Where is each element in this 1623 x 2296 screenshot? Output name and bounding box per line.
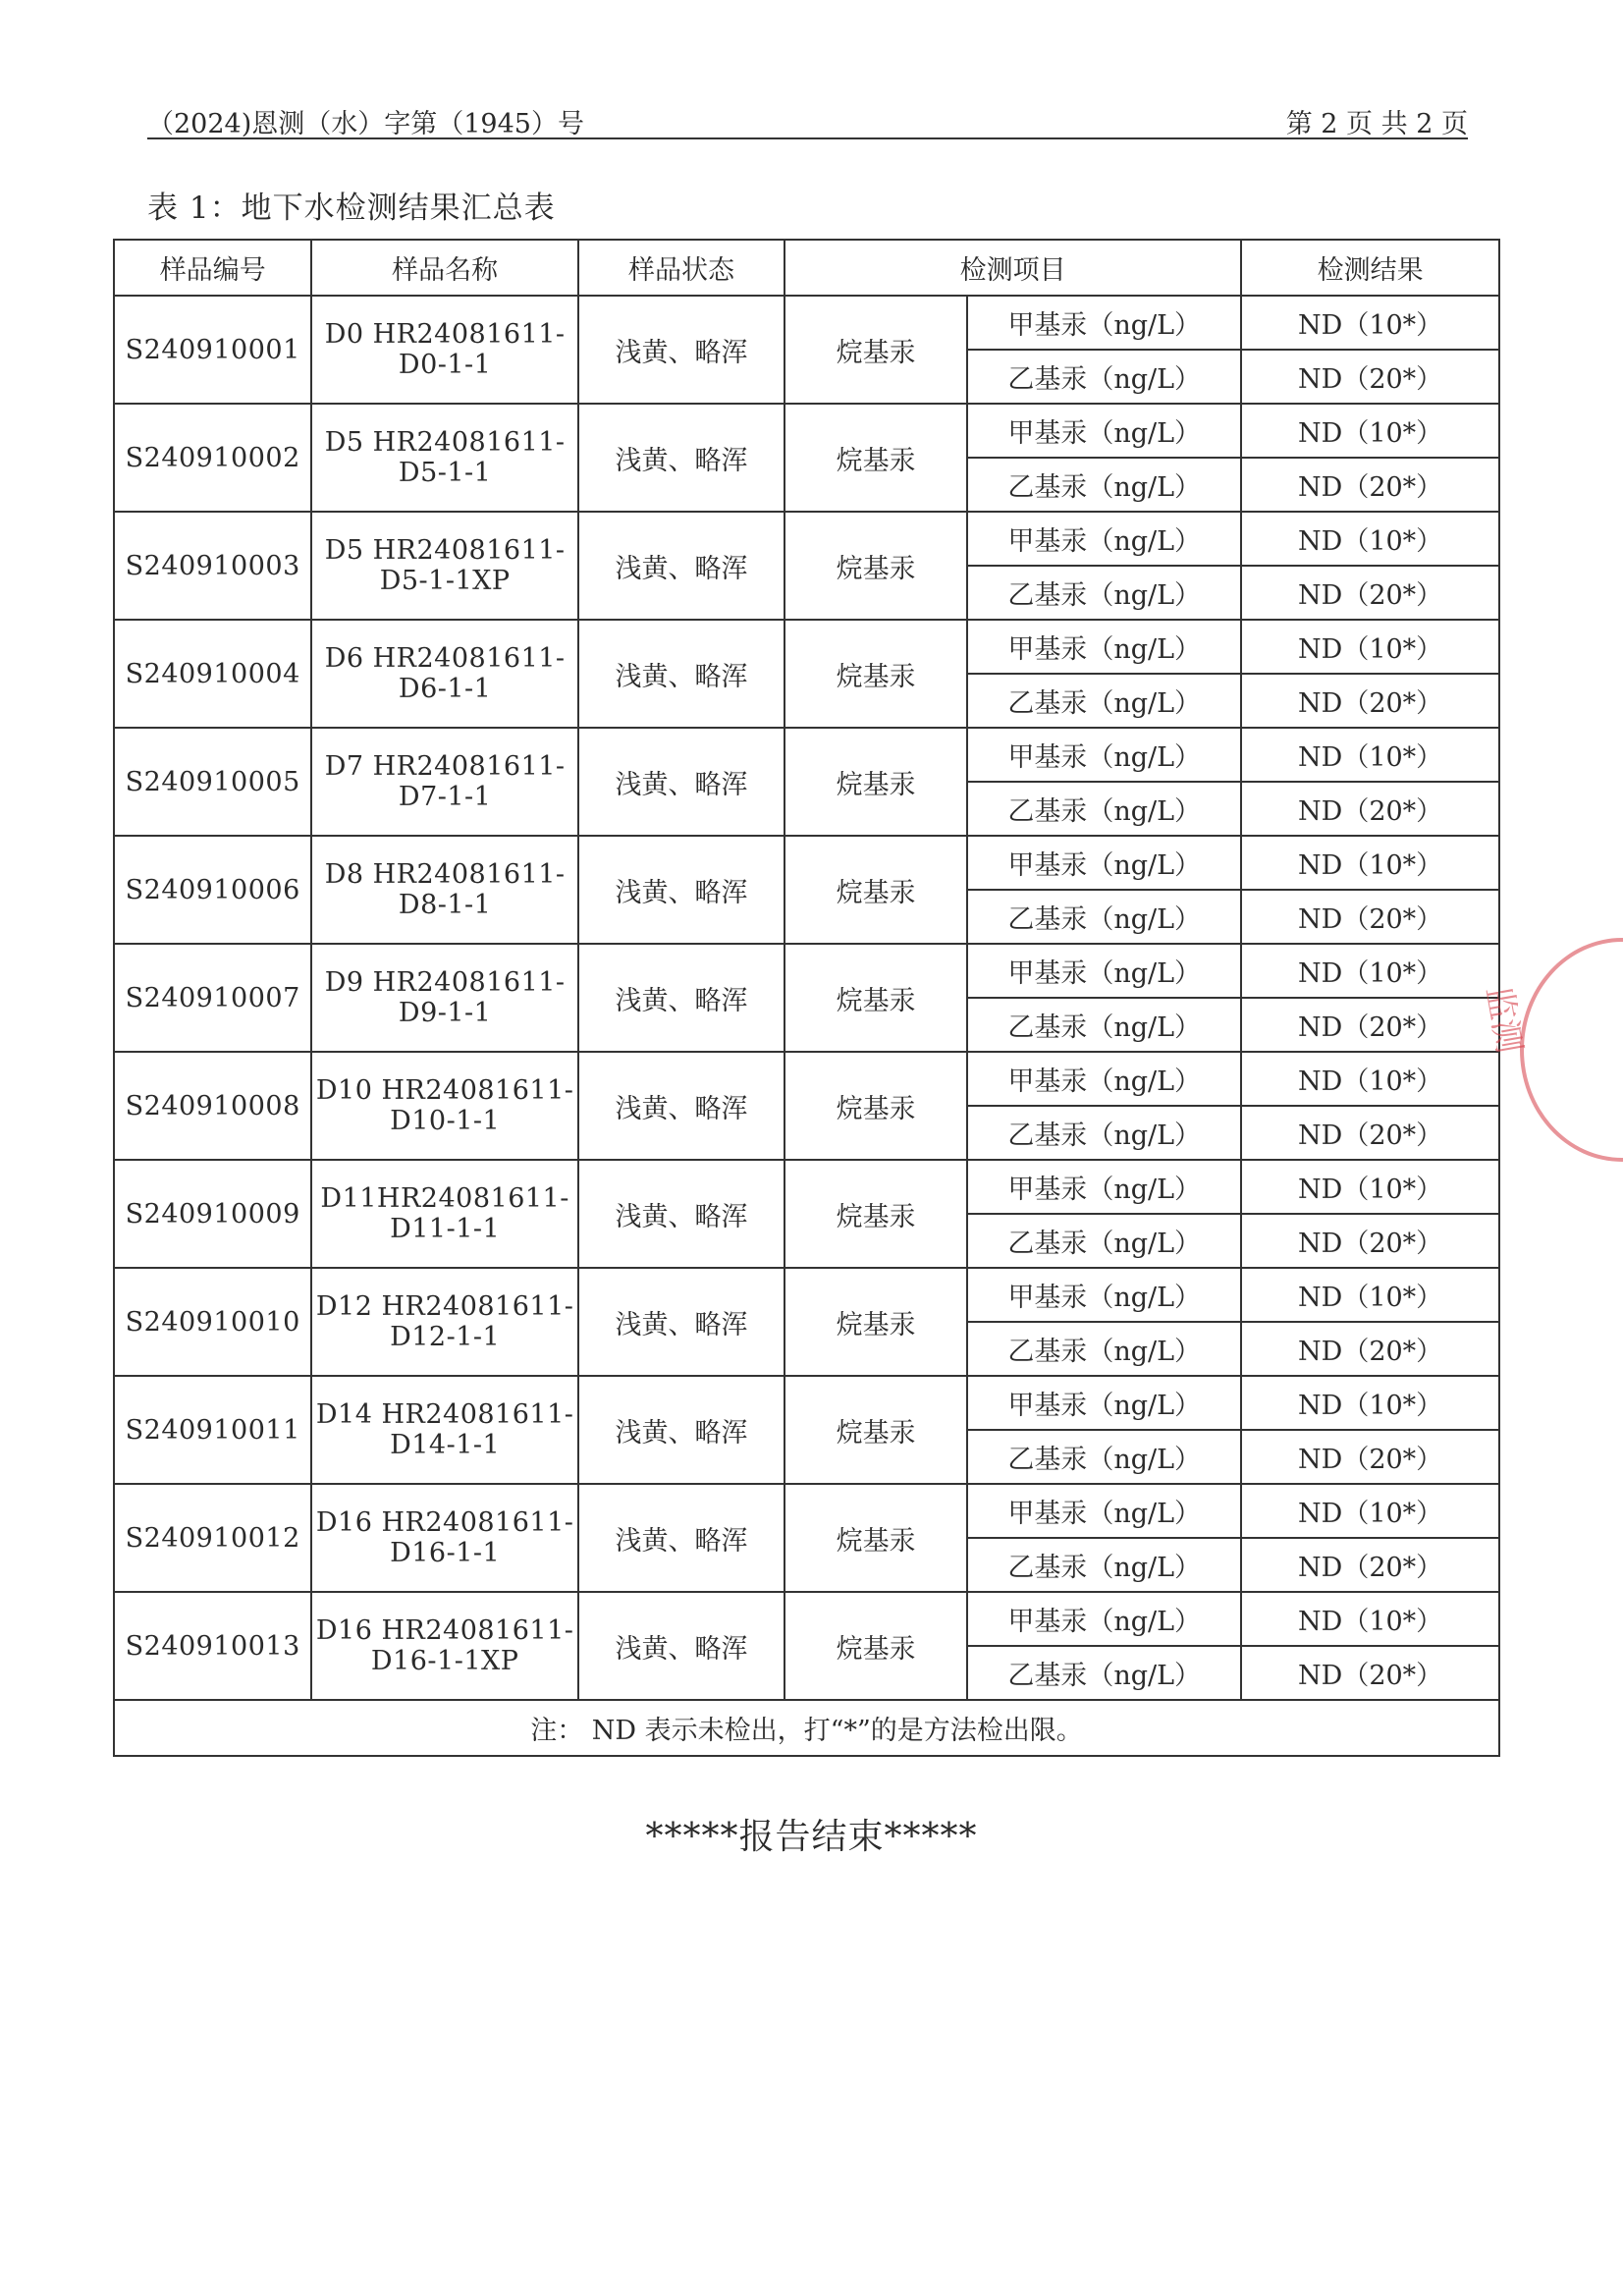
test-result-cell: ND（10*） [1241,1484,1499,1538]
test-group-cell: 烷基汞 [784,296,967,404]
sample-state-cell: 浅黄、略浑 [578,512,784,620]
test-result-cell: ND（20*） [1241,1430,1499,1484]
test-item-cell: 乙基汞（ng/L） [967,1322,1241,1376]
test-result-cell: ND（10*） [1241,836,1499,890]
test-result-cell: ND（10*） [1241,1376,1499,1430]
test-item-cell: 乙基汞（ng/L） [967,1430,1241,1484]
table-row [114,512,1499,566]
test-item-cell: 甲基汞（ng/L） [967,836,1241,890]
test-result-cell: ND（20*） [1241,1322,1499,1376]
test-result-cell: ND（20*） [1241,998,1499,1052]
results-table [113,239,1500,1757]
test-item-cell: 乙基汞（ng/L） [967,782,1241,836]
test-result-cell: ND（20*） [1241,1646,1499,1700]
sample-name-cell: D16 HR24081611-D16-1-1 [311,1484,577,1592]
test-result-cell: ND（20*） [1241,782,1499,836]
test-group-cell: 烷基汞 [784,836,967,944]
test-group-cell: 烷基汞 [784,944,967,1052]
sample-name-cell: D0 HR24081611-D0-1-1 [311,296,577,404]
sample-id-cell: S240910011 [114,1376,311,1484]
sample-name-cell: D14 HR24081611-D14-1-1 [311,1376,577,1484]
sample-id-cell: S240910003 [114,512,311,620]
test-group-cell: 烷基汞 [784,1376,967,1484]
sample-id-cell: S240910004 [114,620,311,728]
test-item-cell: 乙基汞（ng/L） [967,890,1241,944]
test-group-cell: 烷基汞 [784,1160,967,1268]
test-result-cell: ND（20*） [1241,1214,1499,1268]
test-result-cell: ND（20*） [1241,566,1499,620]
table-row [114,728,1499,782]
test-item-cell: 乙基汞（ng/L） [967,458,1241,512]
sample-state-cell: 浅黄、略浑 [578,728,784,836]
test-item-cell: 乙基汞（ng/L） [967,1214,1241,1268]
sample-state-cell: 浅黄、略浑 [578,404,784,512]
test-item-cell: 甲基汞（ng/L） [967,1592,1241,1646]
sample-state-cell: 浅黄、略浑 [578,296,784,404]
table-row [114,1160,1499,1214]
test-result-cell: ND（10*） [1241,620,1499,674]
sample-id-cell: S240910001 [114,296,311,404]
table-row [114,1592,1499,1646]
sample-name-cell: D8 HR24081611-D8-1-1 [311,836,577,944]
sample-name-cell: D5 HR24081611-D5-1-1XP [311,512,577,620]
table-note: 注： ND 表示未检出，打“*”的是方法检出限。 [114,1700,1499,1756]
header-sample-id: 样品编号 [114,240,311,296]
page-header [147,102,1468,139]
sample-name-cell: D12 HR24081611-D12-1-1 [311,1268,577,1376]
test-group-cell: 烷基汞 [784,1052,967,1160]
sample-state-cell: 浅黄、略浑 [578,836,784,944]
test-item-cell: 乙基汞（ng/L） [967,350,1241,404]
page-info: 第 2 页 共 2 页 [1285,109,1468,139]
test-result-cell: ND（10*） [1241,296,1499,350]
red-seal-stamp [1520,938,1623,1162]
test-group-cell: 烷基汞 [784,1484,967,1592]
sample-name-cell: D10 HR24081611-D10-1-1 [311,1052,577,1160]
table-row [114,296,1499,350]
table-title: 表 1：地下水检测结果汇总表 [147,191,556,226]
table-row [114,1052,1499,1106]
sample-id-cell: S240910005 [114,728,311,836]
table-header-row [114,240,1499,296]
test-group-cell: 烷基汞 [784,1268,967,1376]
test-result-cell: ND（20*） [1241,674,1499,728]
sample-id-cell: S240910006 [114,836,311,944]
sample-id-cell: S240910009 [114,1160,311,1268]
stamp-text: 监测 [1478,983,1529,1057]
note-row [114,1700,1499,1756]
sample-state-cell: 浅黄、略浑 [578,1052,784,1160]
test-result-cell: ND（20*） [1241,1538,1499,1592]
sample-id-cell: S240910012 [114,1484,311,1592]
test-group-cell: 烷基汞 [784,728,967,836]
table-row [114,404,1499,458]
test-result-cell: ND（20*） [1241,458,1499,512]
header-sample-name: 样品名称 [311,240,577,296]
table-row [114,1268,1499,1322]
test-result-cell: ND（20*） [1241,1106,1499,1160]
sample-id-cell: S240910010 [114,1268,311,1376]
test-item-cell: 乙基汞（ng/L） [967,674,1241,728]
header-test-result: 检测结果 [1241,240,1499,296]
test-item-cell: 乙基汞（ng/L） [967,998,1241,1052]
sample-name-cell: D6 HR24081611-D6-1-1 [311,620,577,728]
table-row [114,620,1499,674]
table-row [114,1484,1499,1538]
sample-state-cell: 浅黄、略浑 [578,1592,784,1700]
sample-state-cell: 浅黄、略浑 [578,1160,784,1268]
test-item-cell: 甲基汞（ng/L） [967,1268,1241,1322]
sample-id-cell: S240910008 [114,1052,311,1160]
test-result-cell: ND（10*） [1241,1052,1499,1106]
sample-state-cell: 浅黄、略浑 [578,620,784,728]
test-result-cell: ND（20*） [1241,350,1499,404]
test-result-cell: ND（10*） [1241,1592,1499,1646]
test-item-cell: 甲基汞（ng/L） [967,944,1241,998]
sample-name-cell: D7 HR24081611-D7-1-1 [311,728,577,836]
header-sample-state: 样品状态 [578,240,784,296]
test-group-cell: 烷基汞 [784,620,967,728]
sample-name-cell: D9 HR24081611-D9-1-1 [311,944,577,1052]
test-item-cell: 甲基汞（ng/L） [967,1160,1241,1214]
sample-state-cell: 浅黄、略浑 [578,944,784,1052]
sample-state-cell: 浅黄、略浑 [578,1484,784,1592]
header-test-item: 检测项目 [784,240,1241,296]
sample-state-cell: 浅黄、略浑 [578,1268,784,1376]
test-group-cell: 烷基汞 [784,404,967,512]
test-item-cell: 甲基汞（ng/L） [967,404,1241,458]
test-item-cell: 甲基汞（ng/L） [967,1376,1241,1430]
test-item-cell: 甲基汞（ng/L） [967,728,1241,782]
test-result-cell: ND（20*） [1241,890,1499,944]
test-result-cell: ND（10*） [1241,728,1499,782]
sample-name-cell: D11HR24081611-D11-1-1 [311,1160,577,1268]
test-item-cell: 甲基汞（ng/L） [967,296,1241,350]
table-row [114,836,1499,890]
sample-id-cell: S240910007 [114,944,311,1052]
test-result-cell: ND（10*） [1241,1160,1499,1214]
test-result-cell: ND（10*） [1241,512,1499,566]
table-row [114,944,1499,998]
test-result-cell: ND（10*） [1241,404,1499,458]
test-item-cell: 甲基汞（ng/L） [967,620,1241,674]
sample-name-cell: D5 HR24081611-D5-1-1 [311,404,577,512]
test-item-cell: 乙基汞（ng/L） [967,1646,1241,1700]
test-item-cell: 甲基汞（ng/L） [967,512,1241,566]
test-item-cell: 乙基汞（ng/L） [967,566,1241,620]
sample-name-cell: D16 HR24081611-D16-1-1XP [311,1592,577,1700]
test-item-cell: 甲基汞（ng/L） [967,1052,1241,1106]
test-item-cell: 乙基汞（ng/L） [967,1538,1241,1592]
test-group-cell: 烷基汞 [784,512,967,620]
report-number: （2024)恩测（水）字第（1945）号 [147,109,584,139]
table-body [114,296,1499,1700]
test-item-cell: 乙基汞（ng/L） [967,1106,1241,1160]
test-result-cell: ND（10*） [1241,1268,1499,1322]
table-row [114,1376,1499,1430]
sample-state-cell: 浅黄、略浑 [578,1376,784,1484]
sample-id-cell: S240910002 [114,404,311,512]
test-group-cell: 烷基汞 [784,1592,967,1700]
test-item-cell: 甲基汞（ng/L） [967,1484,1241,1538]
test-result-cell: ND（10*） [1241,944,1499,998]
sample-id-cell: S240910013 [114,1592,311,1700]
report-end-text: *****报告结束***** [645,1817,978,1857]
